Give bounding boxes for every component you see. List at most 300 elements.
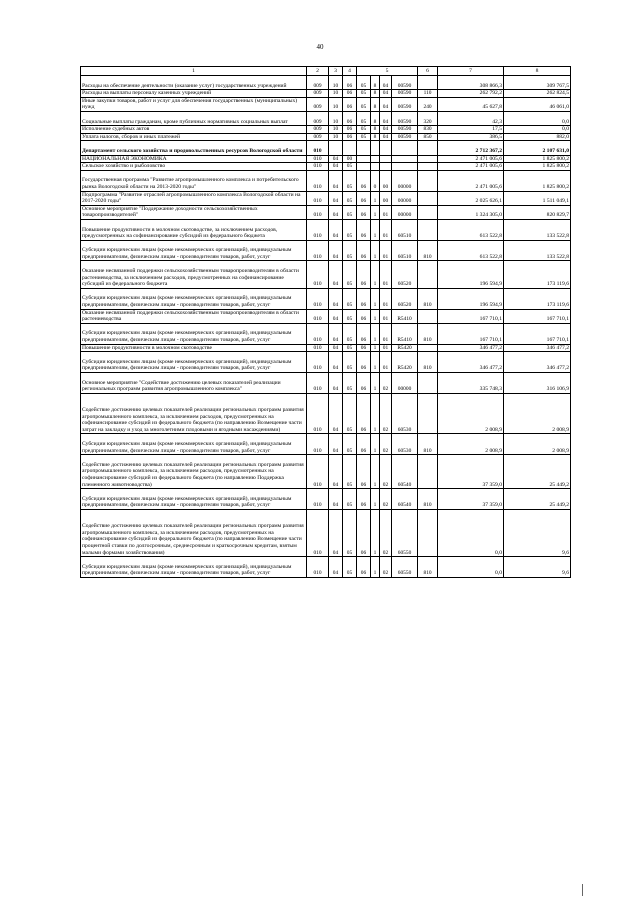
cell-program — [357, 141, 371, 155]
cell-subprogram — [371, 155, 380, 163]
cell-pr: 06 — [343, 126, 357, 134]
cell-gr: 010 — [307, 455, 329, 489]
cell-subprogram: 8 — [371, 97, 380, 111]
cell-direction: R5420 — [392, 352, 418, 373]
cell-name: Оказание несвязанной поддержки сельскохозяйственным товаропроизводителям в области растениеводства — [81, 309, 307, 323]
cell-gr: 010 — [307, 288, 329, 309]
cell-sum-2: 0,0 — [504, 111, 571, 125]
cell-direction: 00000 — [392, 191, 418, 205]
cell-pr: 00 — [343, 155, 357, 163]
cell-rz: 04 — [329, 205, 343, 219]
cell-direction — [392, 163, 418, 171]
cell-sum-1: 37 359,0 — [438, 489, 504, 510]
budget-table — [80, 66, 571, 578]
cell-vr: 810 — [418, 323, 438, 344]
cell-event: 01 — [380, 309, 392, 323]
cell-program: 06 — [357, 240, 371, 261]
cell-vr — [418, 219, 438, 240]
cell-vr — [418, 76, 438, 90]
cell-event: 01 — [380, 219, 392, 240]
cell-vr — [418, 393, 438, 434]
cell-direction: 00590 — [392, 90, 418, 98]
header-cell-vr: 6 — [418, 67, 438, 76]
cell-subprogram: 1 — [371, 455, 380, 489]
cell-sum-2: 46 061,0 — [504, 97, 571, 111]
cell-gr: 010 — [307, 373, 329, 394]
cell-direction: 60520 — [392, 261, 418, 288]
cell-pr: 05 — [343, 393, 357, 434]
cell-vr: 320 — [418, 111, 438, 125]
cell-name: Содействие достижению целевых показателей реализации региональных программ развития агропромышленного комплекса, за исключением расходов, предусмотренных на софинансирование субсидий из федерального бюджета (по направлению Поддержка племенного животноводства) — [81, 455, 307, 489]
cell-program — [357, 163, 371, 171]
cell-sum-1: 42,3 — [438, 111, 504, 125]
cell-rz: 04 — [329, 510, 343, 557]
cell-program: 06 — [357, 261, 371, 288]
cell-name: Субсидии юридическим лицам (кроме некоммерческих организаций), индивидуальным предпринимателям, физическим лицам - производителям товаров, работ, услуг — [81, 288, 307, 309]
table-row — [81, 510, 571, 557]
cell-name: Повышение продуктивности в молочном скотоводстве — [81, 344, 307, 352]
cell-rz: 04 — [329, 489, 343, 510]
cell-vr: 850 — [418, 133, 438, 141]
cell-vr — [418, 344, 438, 352]
cell-name: Уплата налогов, сборов и иных платежей — [81, 133, 307, 141]
cell-sum-1: 613 522,8 — [438, 240, 504, 261]
cell-gr: 010 — [307, 261, 329, 288]
cell-sum-1: 167 710,1 — [438, 309, 504, 323]
cell-program: 06 — [357, 455, 371, 489]
cell-program: 06 — [357, 191, 371, 205]
cell-subprogram: 1 — [371, 261, 380, 288]
cell-program: 06 — [357, 393, 371, 434]
cell-subprogram: 8 — [371, 76, 380, 90]
cell-sum-2: 133 522,8 — [504, 219, 571, 240]
cell-sum-1: 335 748,3 — [438, 373, 504, 394]
cell-name: Субсидии юридическим лицам (кроме некоммерческих организаций), индивидуальным предпринимателям, физическим лицам - производителям товаров, работ, услуг — [81, 434, 307, 455]
cell-vr: 810 — [418, 557, 438, 578]
cell-rz: 04 — [329, 344, 343, 352]
cell-rz — [329, 141, 343, 155]
cell-direction — [392, 141, 418, 155]
cell-event: 04 — [380, 97, 392, 111]
table-row — [81, 111, 571, 125]
cell-vr: 810 — [418, 240, 438, 261]
cell-event: 04 — [380, 76, 392, 90]
cell-name: Департамент сельского хозяйства и продовольственных ресурсов Вологодской области — [81, 141, 307, 155]
cell-rz: 10 — [329, 76, 343, 90]
cell-direction: 00000 — [392, 205, 418, 219]
table-row — [81, 373, 571, 394]
cell-gr: 010 — [307, 489, 329, 510]
header-cell-sum-2: 8 — [504, 67, 571, 76]
cell-rz: 04 — [329, 191, 343, 205]
cell-name: Расходы на выплаты персоналу казенных учреждений — [81, 90, 307, 98]
cell-vr — [418, 163, 438, 171]
cell-direction: 60510 — [392, 219, 418, 240]
table-row — [81, 323, 571, 344]
table-row — [81, 126, 571, 134]
cell-vr: 810 — [418, 352, 438, 373]
cell-gr: 009 — [307, 90, 329, 98]
cell-gr: 009 — [307, 111, 329, 125]
cell-vr — [418, 170, 438, 191]
cell-pr — [343, 141, 357, 155]
cell-sum-2: 9,6 — [504, 510, 571, 557]
cell-gr: 010 — [307, 219, 329, 240]
cell-vr — [418, 191, 438, 205]
cell-subprogram: 1 — [371, 191, 380, 205]
cell-name: Основное мероприятие "Содействие достижению целевых показателей реализации региональных программ развития агропромышленного комплекса" — [81, 373, 307, 394]
cell-sum-1: 346 477,2 — [438, 352, 504, 373]
header-cell-pr: 4 — [343, 67, 357, 76]
cell-rz: 04 — [329, 288, 343, 309]
cell-gr: 010 — [307, 191, 329, 205]
cell-sum-2: 167 710,1 — [504, 323, 571, 344]
cell-sum-2: 1 825 800,2 — [504, 170, 571, 191]
cell-pr: 06 — [343, 76, 357, 90]
cell-rz: 10 — [329, 97, 343, 111]
cell-event: 00 — [380, 191, 392, 205]
table-row — [81, 90, 571, 98]
cell-gr: 010 — [307, 170, 329, 191]
cell-sum-2: 1 825 800,2 — [504, 163, 571, 171]
table-row — [81, 352, 571, 373]
cell-event — [380, 155, 392, 163]
cell-direction: 60510 — [392, 240, 418, 261]
table-row — [81, 240, 571, 261]
cell-name: Государственная программа "Развитие агропромышленного комплекса и потребительского рынка Вологодской области на 2013-2020 годы" — [81, 170, 307, 191]
table-row — [81, 133, 571, 141]
cell-vr — [418, 373, 438, 394]
cell-direction: 60550 — [392, 510, 418, 557]
cell-direction: 00000 — [392, 373, 418, 394]
cell-event: 01 — [380, 240, 392, 261]
cell-direction: 60550 — [392, 557, 418, 578]
cell-rz: 04 — [329, 434, 343, 455]
header-cell-gr: 2 — [307, 67, 329, 76]
cell-event: 01 — [380, 261, 392, 288]
header-cell-sum-1: 7 — [438, 67, 504, 76]
cell-vr — [418, 455, 438, 489]
cell-rz: 04 — [329, 352, 343, 373]
cell-pr: 05 — [343, 455, 357, 489]
table-row — [81, 205, 571, 219]
cell-rz: 04 — [329, 155, 343, 163]
cell-program: 06 — [357, 510, 371, 557]
cell-gr: 010 — [307, 352, 329, 373]
cell-rz: 04 — [329, 170, 343, 191]
cell-vr — [418, 141, 438, 155]
cell-direction: 60530 — [392, 393, 418, 434]
cell-direction: 00590 — [392, 126, 418, 134]
cell-gr: 009 — [307, 97, 329, 111]
cell-sum-1: 2 471 005,6 — [438, 155, 504, 163]
cell-vr — [418, 155, 438, 163]
cell-sum-1: 37 359,0 — [438, 455, 504, 489]
cell-event: 02 — [380, 510, 392, 557]
cell-name: Субсидии юридическим лицам (кроме некоммерческих организаций), индивидуальным предпринимателям, физическим лицам - производителям товаров, работ, услуг — [81, 323, 307, 344]
cell-pr: 05 — [343, 373, 357, 394]
cell-subprogram: 8 — [371, 133, 380, 141]
cell-subprogram: 8 — [371, 90, 380, 98]
cell-event: 01 — [380, 344, 392, 352]
cell-gr: 010 — [307, 309, 329, 323]
table-row — [81, 309, 571, 323]
cell-program: 06 — [357, 352, 371, 373]
cell-rz: 10 — [329, 126, 343, 134]
cell-subprogram: 1 — [371, 205, 380, 219]
cell-rz: 04 — [329, 219, 343, 240]
cell-gr: 010 — [307, 434, 329, 455]
cell-subprogram: 1 — [371, 288, 380, 309]
cell-sum-1: 613 522,8 — [438, 219, 504, 240]
cell-name: Оказание несвязанной поддержки сельскохозяйственным товаропроизводителям в области растениеводства, за исключением расходов, предусмотренных на софинансирование субсидий из федерального бюджета — [81, 261, 307, 288]
cell-sum-1: 386,5 — [438, 133, 504, 141]
cell-subprogram: 1 — [371, 240, 380, 261]
cell-event: 04 — [380, 133, 392, 141]
cell-pr: 05 — [343, 352, 357, 373]
cell-event: 02 — [380, 373, 392, 394]
cell-direction: 00590 — [392, 133, 418, 141]
cell-pr: 05 — [343, 489, 357, 510]
table-row — [81, 163, 571, 171]
cell-sum-1: 346 477,2 — [438, 344, 504, 352]
cell-event: 01 — [380, 288, 392, 309]
cell-program: 06 — [357, 344, 371, 352]
table-row — [81, 76, 571, 90]
cell-name: Субсидии юридическим лицам (кроме некоммерческих организаций), индивидуальным предпринимателям, физическим лицам - производителям товаров, работ, услуг — [81, 557, 307, 578]
cell-rz: 04 — [329, 373, 343, 394]
cell-gr: 010 — [307, 163, 329, 171]
cell-name: Исполнение судебных актов — [81, 126, 307, 134]
cell-sum-1: 262 792,2 — [438, 90, 504, 98]
cell-event: 01 — [380, 323, 392, 344]
cell-pr: 05 — [343, 219, 357, 240]
cell-subprogram: 1 — [371, 219, 380, 240]
cell-sum-2: 316 106,9 — [504, 373, 571, 394]
cell-vr: 810 — [418, 434, 438, 455]
cell-sum-1: 0,0 — [438, 557, 504, 578]
cell-sum-2: 1 825 800,2 — [504, 155, 571, 163]
cell-name: Содействие достижению целевых показателей реализации региональных программ развития агропромышленного комплекса, за исключением расходов, предусмотренных на софинансирование субсидий из федерального бюджета (по направлению Возмещение части затрат на закладку и уход за многолетними плодовыми и ягодными насаждениями) — [81, 393, 307, 434]
cell-pr: 05 — [343, 240, 357, 261]
cell-sum-2: 9,6 — [504, 557, 571, 578]
cell-name: Субсидии юридическим лицам (кроме некоммерческих организаций), индивидуальным предпринимателям, физическим лицам - производителям товаров, работ, услуг — [81, 240, 307, 261]
cell-sum-1: 167 710,1 — [438, 323, 504, 344]
cell-sum-1: 196 594,9 — [438, 288, 504, 309]
cell-sum-1: 2 712 367,2 — [438, 141, 504, 155]
cell-sum-2: 0,0 — [504, 126, 571, 134]
cell-program: 06 — [357, 373, 371, 394]
cell-program — [357, 155, 371, 163]
cell-event: 02 — [380, 557, 392, 578]
cell-subprogram: 8 — [371, 111, 380, 125]
cell-name: Субсидии юридическим лицам (кроме некоммерческих организаций), индивидуальным предпринимателям, физическим лицам - производителям товаров, работ, услуг — [81, 489, 307, 510]
table-row — [81, 393, 571, 434]
cell-pr: 05 — [343, 344, 357, 352]
cell-sum-2: 2 008,9 — [504, 393, 571, 434]
cell-pr: 05 — [343, 510, 357, 557]
cell-subprogram: 1 — [371, 323, 380, 344]
cell-event — [380, 141, 392, 155]
cell-pr: 05 — [343, 261, 357, 288]
cell-program: 05 — [357, 97, 371, 111]
cell-sum-1: 308 866,3 — [438, 76, 504, 90]
cell-direction: 60540 — [392, 489, 418, 510]
cell-program: 05 — [357, 111, 371, 125]
cell-sum-2: 346 477,2 — [504, 344, 571, 352]
cell-rz: 04 — [329, 557, 343, 578]
cell-rz: 04 — [329, 323, 343, 344]
cell-pr: 05 — [343, 205, 357, 219]
cell-direction: 60540 — [392, 455, 418, 489]
cell-sum-2: 820 829,7 — [504, 205, 571, 219]
cell-pr: 05 — [343, 170, 357, 191]
cell-program: 05 — [357, 133, 371, 141]
cell-program: 06 — [357, 323, 371, 344]
cell-vr: 110 — [418, 90, 438, 98]
cell-gr: 009 — [307, 126, 329, 134]
cell-name: Сельское хозяйство и рыболовство — [81, 163, 307, 171]
cell-program: 05 — [357, 90, 371, 98]
cell-event: 02 — [380, 489, 392, 510]
cell-subprogram: 1 — [371, 309, 380, 323]
cell-name: Подпрограмма "Развитие отраслей агропромышленного комплекса Вологодской области на 2017-2020 годы" — [81, 191, 307, 205]
cell-pr: 06 — [343, 90, 357, 98]
cell-event: 02 — [380, 393, 392, 434]
cell-program: 06 — [357, 170, 371, 191]
cell-sum-2: 262 824,5 — [504, 90, 571, 98]
cell-direction: R5410 — [392, 323, 418, 344]
table-body — [81, 67, 571, 578]
cell-pr: 05 — [343, 557, 357, 578]
table-row — [81, 434, 571, 455]
cell-subprogram: 1 — [371, 434, 380, 455]
cell-program: 06 — [357, 219, 371, 240]
cell-sum-2: 2 107 631,0 — [504, 141, 571, 155]
cell-pr: 05 — [343, 288, 357, 309]
cell-direction: 00590 — [392, 97, 418, 111]
cell-vr — [418, 261, 438, 288]
table-row — [81, 288, 571, 309]
cell-subprogram: 1 — [371, 557, 380, 578]
cell-pr: 06 — [343, 97, 357, 111]
table-row — [81, 170, 571, 191]
table-row — [81, 344, 571, 352]
cell-program: 06 — [357, 205, 371, 219]
header-cell-rz: 3 — [329, 67, 343, 76]
cell-name: Повышение продуктивности в молочном скотоводстве, за исключением расходов, предусмотренных на софинансирование субсидий из федерального бюджета — [81, 219, 307, 240]
cell-name: НАЦИОНАЛЬНАЯ ЭКОНОМИКА — [81, 155, 307, 163]
cell-subprogram — [371, 141, 380, 155]
cell-sum-1: 2 008,9 — [438, 434, 504, 455]
cell-program: 06 — [357, 434, 371, 455]
cell-gr: 010 — [307, 393, 329, 434]
cell-rz: 04 — [329, 393, 343, 434]
cell-pr: 05 — [343, 191, 357, 205]
cell-direction: 00590 — [392, 111, 418, 125]
cell-sum-2: 173 119,6 — [504, 288, 571, 309]
cell-gr: 010 — [307, 344, 329, 352]
cell-subprogram: 1 — [371, 352, 380, 373]
page-number: 40 — [316, 43, 324, 51]
cell-sum-2: 1 511 049,1 — [504, 191, 571, 205]
cell-name: Субсидии юридическим лицам (кроме некоммерческих организаций), индивидуальным предпринимателям, физическим лицам - производителям товаров, работ, услуг — [81, 352, 307, 373]
cell-rz: 04 — [329, 163, 343, 171]
cell-event: 01 — [380, 205, 392, 219]
cell-sum-2: 133 522,8 — [504, 240, 571, 261]
cell-subprogram: 1 — [371, 489, 380, 510]
cell-sum-1: 2 471 005,6 — [438, 163, 504, 171]
cell-name: Социальные выплаты гражданам, кроме публичных нормативных социальных выплат — [81, 111, 307, 125]
cell-event: 04 — [380, 90, 392, 98]
cell-vr: 810 — [418, 288, 438, 309]
cell-sum-1: 2 008,9 — [438, 393, 504, 434]
cell-gr: 009 — [307, 76, 329, 90]
cell-direction: 60520 — [392, 288, 418, 309]
cell-sum-2: 2 008,9 — [504, 434, 571, 455]
cell-event: 02 — [380, 434, 392, 455]
cell-subprogram: 1 — [371, 510, 380, 557]
cell-sum-1: 2 471 005,6 — [438, 170, 504, 191]
cell-subprogram: 0 — [371, 170, 380, 191]
cell-sum-1: 2 025 626,1 — [438, 191, 504, 205]
cell-pr: 06 — [343, 133, 357, 141]
cell-program: 05 — [357, 126, 371, 134]
cell-event: 00 — [380, 170, 392, 191]
cell-pr: 05 — [343, 434, 357, 455]
table-row — [81, 219, 571, 240]
cell-event: 04 — [380, 111, 392, 125]
cell-direction: R5420 — [392, 344, 418, 352]
cell-direction — [392, 155, 418, 163]
cell-gr: 010 — [307, 240, 329, 261]
edge-mark — [582, 884, 583, 896]
cell-rz: 10 — [329, 111, 343, 125]
cell-rz: 04 — [329, 240, 343, 261]
cell-rz: 10 — [329, 133, 343, 141]
cell-gr: 010 — [307, 155, 329, 163]
header-cell-name: 1 — [81, 67, 307, 76]
table-row — [81, 155, 571, 163]
table-row — [81, 191, 571, 205]
cell-gr: 010 — [307, 323, 329, 344]
cell-vr — [418, 205, 438, 219]
cell-sum-1: 1 324 305,0 — [438, 205, 504, 219]
cell-subprogram: 1 — [371, 373, 380, 394]
cell-sum-2: 346 477,2 — [504, 352, 571, 373]
header-cell-target-article: 5 — [357, 67, 418, 76]
cell-event: 04 — [380, 126, 392, 134]
cell-rz: 04 — [329, 455, 343, 489]
cell-gr: 010 — [307, 510, 329, 557]
cell-sum-1: 45 627,8 — [438, 97, 504, 111]
table-header-row — [81, 67, 571, 76]
cell-sum-2: 309 767,5 — [504, 76, 571, 90]
cell-program: 05 — [357, 76, 371, 90]
cell-subprogram — [371, 163, 380, 171]
cell-vr: 810 — [418, 489, 438, 510]
table-row — [81, 141, 571, 155]
cell-program: 06 — [357, 309, 371, 323]
cell-gr: 010 — [307, 205, 329, 219]
cell-vr: 240 — [418, 97, 438, 111]
cell-gr: 009 — [307, 133, 329, 141]
table-row — [81, 455, 571, 489]
cell-name: Основное мероприятие "Поддержание доходности сельскохозяйственных товаропроизводителей" — [81, 205, 307, 219]
cell-direction: R5410 — [392, 309, 418, 323]
table-row — [81, 97, 571, 111]
cell-direction: 00000 — [392, 170, 418, 191]
